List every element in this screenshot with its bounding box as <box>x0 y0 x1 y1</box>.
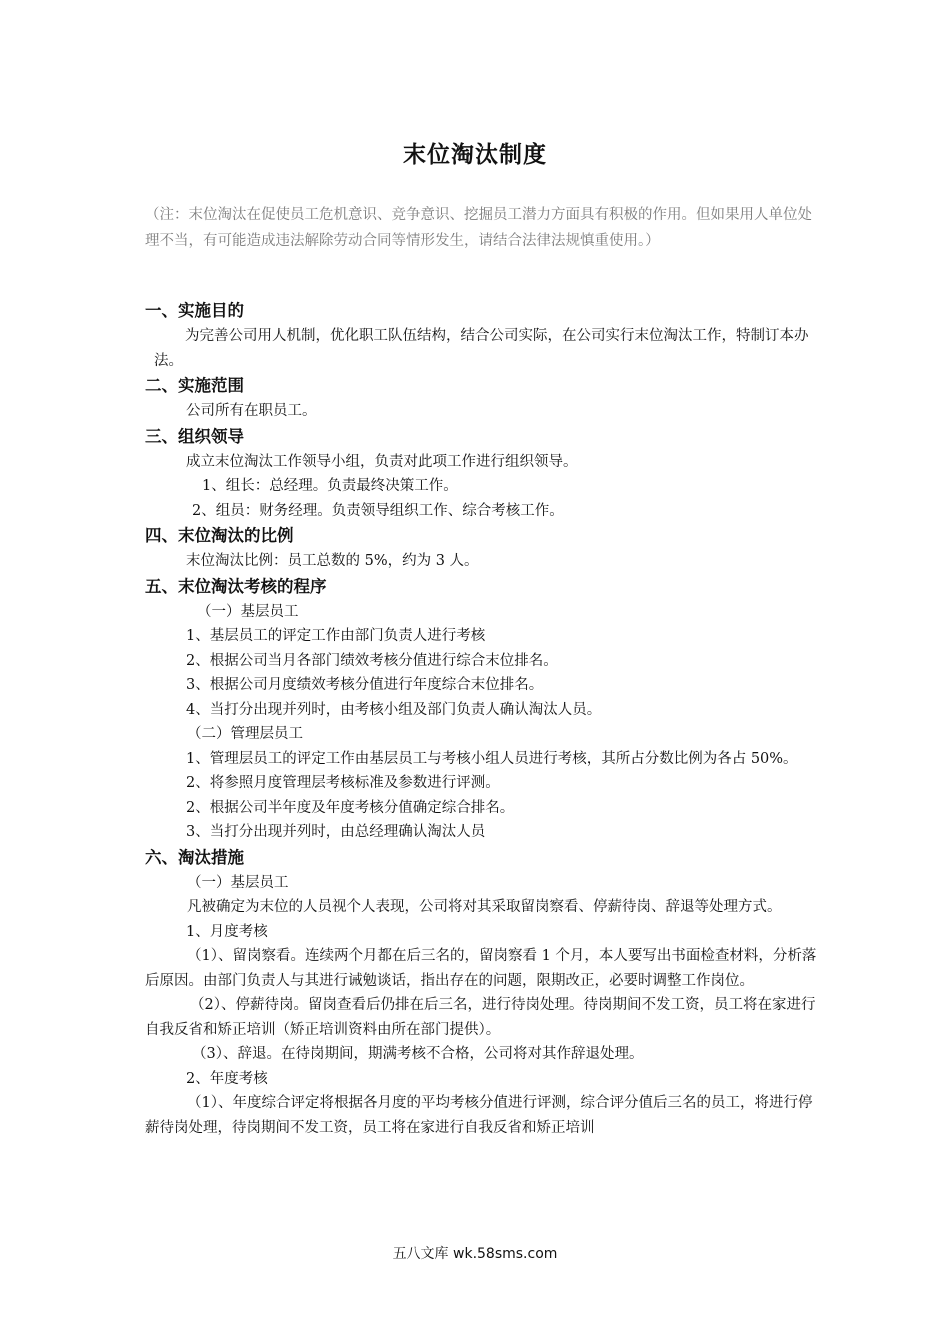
subheading: （一）基层员工 <box>187 874 289 891</box>
list-item: 1、基层员工的评定工作由部门负责人进行考核 <box>186 628 486 644</box>
list-item: 2、根据公司半年度及年度考核分值确定综合排名。 <box>186 799 515 816</box>
list-item: 4、当打分出现并列时，由考核小组及部门负责人确认淘汰人员。 <box>186 701 602 718</box>
section-ratio <box>145 523 817 574</box>
list-item: 2、根据公司当月各部门绩效考核分值进行综合末位排名。 <box>186 652 558 669</box>
section-purpose <box>145 298 817 373</box>
paragraph: 为完善公司用人机制，优化职工队伍结构，结合公司实际，在公司实行末位淘汰工作，特制订本办法。 <box>154 328 809 369</box>
section-scope <box>145 373 817 424</box>
section-measures <box>145 845 817 1141</box>
list-item: 1、组长：总经理。负责最终决策工作。 <box>202 478 458 494</box>
document-title: 末位淘汰制度 <box>403 142 547 168</box>
paragraph: 凡被确定为末位的人员视个人表现，公司将对其采取留岗察看、停薪待岗、辞退等处理方式。 <box>187 899 782 915</box>
paragraph: 公司所有在职员工。 <box>186 403 317 419</box>
document-body <box>145 298 817 1140</box>
section-procedure <box>145 574 817 845</box>
section-heading: 三、组织领导 <box>145 426 244 446</box>
paragraph: （3）、辞退。在待岗期间，期满考核不合格，公司将对其作辞退处理。 <box>192 1046 644 1062</box>
paragraph: （2）、停薪待岗。留岗查看后仍排在后三名，进行待岗处理。待岗期间不发工资，员工将在家进行自我反省和矫正培训（矫正培训资料由所在部门提供）。 <box>145 997 816 1038</box>
footer-watermark: 五八文库 wk.58sms.com <box>392 1246 558 1262</box>
section-heading: 四、末位淘汰的比例 <box>145 526 294 545</box>
section-heading: 一、实施目的 <box>145 301 244 320</box>
paragraph: （1）、年度综合评定将根据各月度的平均考核分值进行评测，综合评分值后三名的员工，将进行停薪待岗处理，待岗期间不发工资，员工将在家进行自我反省和矫正培训 <box>145 1095 813 1136</box>
section-organization <box>145 424 817 524</box>
section-heading: 二、实施范围 <box>145 376 244 395</box>
subheading: （一）基层员工 <box>197 603 299 620</box>
subheading: （二）管理层员工 <box>187 726 303 742</box>
section-heading: 六、淘汰措施 <box>145 847 244 867</box>
subheading: 1、月度考核 <box>186 923 268 940</box>
list-item: 2、组员：财务经理。负责领导组织工作、综合考核工作。 <box>192 502 564 519</box>
list-item: 2、将参照月度管理层考核标准及参数进行评测。 <box>186 775 500 791</box>
subheading: 2、年度考核 <box>186 1070 268 1087</box>
list-item: 3、当打分出现并列时，由总经理确认淘汰人员 <box>186 824 486 840</box>
paragraph: 成立末位淘汰工作领导小组，负责对此项工作进行组织领导。 <box>186 453 578 470</box>
document-note: （注：末位淘汰在促使员工危机意识、竞争意识、挖掘员工潜力方面具有积极的作用。但如果用人单位处理不当，有可能造成违法解除劳动合同等情形发生，请结合法律法规慎重使用。） <box>145 207 812 249</box>
list-item: 3、根据公司月度绩效考核分值进行年度综合末位排名。 <box>186 677 544 693</box>
paragraph: 末位淘汰比例：员工总数的 5%，约为 3 人。 <box>186 553 479 569</box>
list-item: 1、管理层员工的评定工作由基层员工与考核小组人员进行考核，其所占分数比例为各占 50%。 <box>186 750 798 767</box>
paragraph: （1）、留岗察看。连续两个月都在后三名的，留岗察看 1 个月，本人要写出书面检查材料，分析落后原因。由部门负责人与其进行诫勉谈话，指出存在的问题，限期改正，必要时调整工作岗位。 <box>145 948 817 989</box>
section-heading: 五、末位淘汰考核的程序 <box>145 576 327 596</box>
